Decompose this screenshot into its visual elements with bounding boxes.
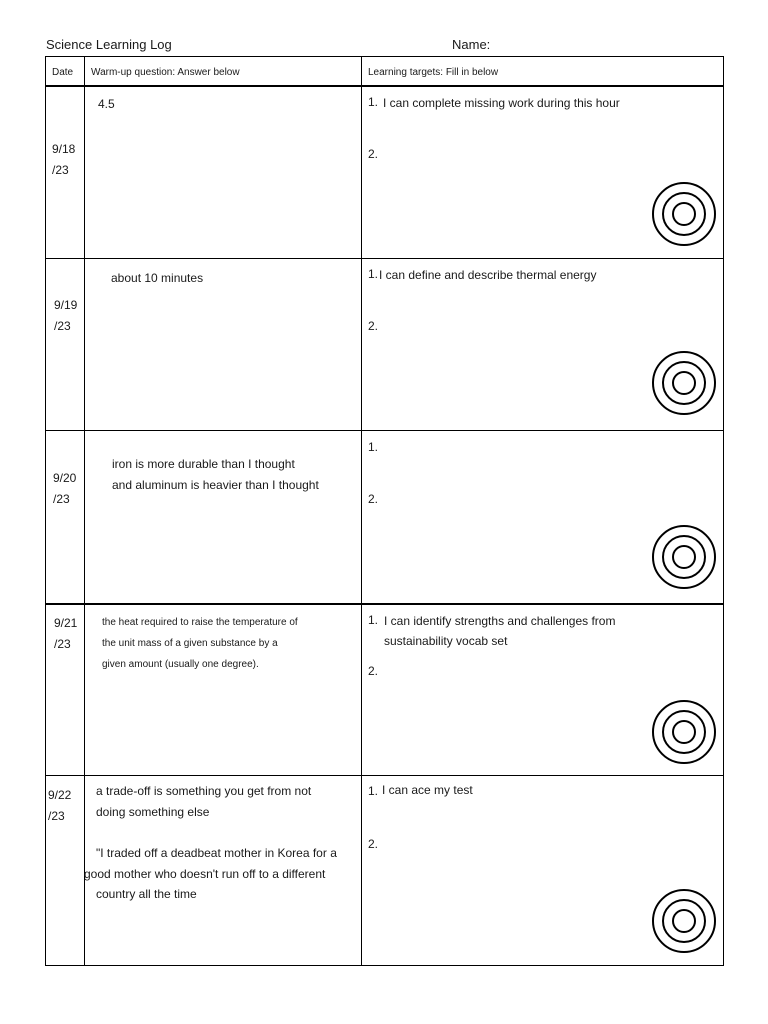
target-rings-icon — [651, 699, 717, 765]
column-header-date: Date — [52, 67, 74, 78]
row-divider — [46, 430, 723, 431]
warmup-answer: the heat required to raise the temperature of — [102, 617, 298, 628]
warmup-answer: iron is more durable than I thought — [112, 457, 295, 471]
warmup-answer: good mother who doesn't run off to a different — [84, 867, 326, 881]
target-2-number: 2. — [368, 492, 379, 506]
target-1-number: 1. — [368, 784, 379, 798]
column-header-warmup: Warm-up question: Answer below — [91, 67, 240, 78]
target-2-number: 2. — [368, 147, 379, 161]
warmup-answer: given amount (usually one degree). — [102, 659, 259, 670]
warmup-answer: "I traded off a deadbeat mother in Korea for a — [96, 846, 337, 860]
target-1-text: I can define and describe thermal energy — [379, 268, 597, 282]
target-2-number: 2. — [368, 664, 379, 678]
target-rings-icon — [651, 888, 717, 954]
learning-log-table — [45, 56, 724, 966]
warmup-answer: and aluminum is heavier than I thought — [112, 478, 319, 492]
target-1-number: 1. — [368, 613, 379, 627]
name-label: Name: — [452, 37, 491, 52]
row-divider — [46, 258, 723, 259]
row-date: 9/19 /23 — [54, 298, 78, 333]
target-rings-icon — [651, 350, 717, 416]
column-divider — [361, 57, 362, 965]
target-1-text: I can identify strengths and challenges from — [384, 614, 616, 628]
target-1-number: 1. — [368, 440, 379, 454]
target-1-text: I can complete missing work during this hour — [383, 96, 620, 110]
target-1-number: 1. — [368, 267, 379, 281]
target-1-text: I can ace my test — [382, 783, 473, 797]
row-date: 9/20 /23 — [53, 471, 77, 506]
warmup-answer: about 10 minutes — [111, 271, 204, 285]
row-divider — [46, 775, 723, 776]
target-rings-icon — [651, 181, 717, 247]
row-divider — [46, 603, 723, 605]
target-2-number: 2. — [368, 837, 379, 851]
row-date: 9/18 /23 — [52, 142, 76, 177]
target-rings-icon — [651, 524, 717, 590]
log-title: Science Learning Log — [46, 37, 172, 52]
header-divider — [46, 85, 723, 87]
column-header-targets: Learning targets: Fill in below — [368, 67, 499, 78]
target-1-number: 1. — [368, 95, 379, 109]
target-1-text: sustainability vocab set — [384, 634, 508, 648]
warmup-answer: country all the time — [96, 887, 197, 901]
warmup-answer: the unit mass of a given substance by a — [102, 638, 278, 649]
row-date: 9/21 /23 — [54, 616, 78, 651]
column-divider — [84, 57, 85, 965]
warmup-answer: a trade-off is something you get from not — [96, 784, 312, 798]
target-2-number: 2. — [368, 319, 379, 333]
row-date: 9/22 /23 — [48, 788, 72, 823]
warmup-answer: doing something else — [96, 805, 210, 819]
warmup-answer: 4.5 — [98, 97, 115, 111]
